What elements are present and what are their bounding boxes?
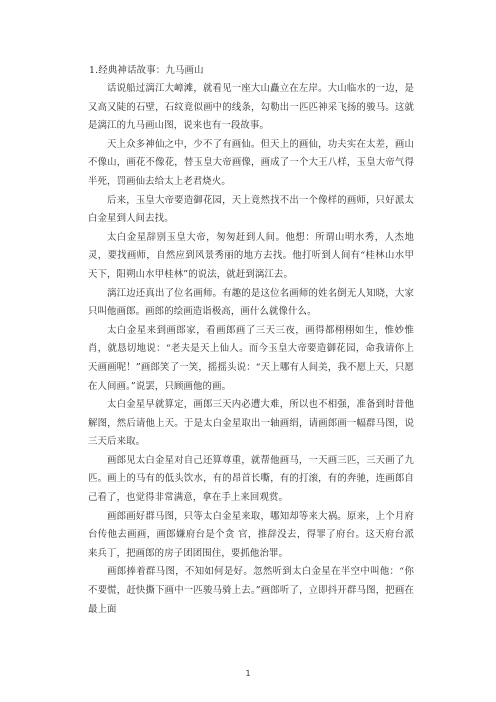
paragraph-4: 太白金星辞别玉皇大帝，匆匆赶到人间。他想：所谓山明水秀，人杰地灵，要找画师，自然应到风景秀丽的地方去找。他打听到人间有“桂林山水甲天下，阳朔山水甲桂林”的说法，就赶到漓江去。 — [88, 231, 414, 280]
paragraph-9: 画郎画好群马图，只等太白金星来取，哪知却等来大祸。原来，上个月府台传他去画画，画郎嫌府台是个贪 官，推辞没去，得罪了府台。这天府台派来兵丁，把画郎的房子团团围住，要抓他治罪。 — [88, 510, 414, 559]
page-number: 1 — [245, 669, 251, 678]
paragraph-3: 后来，玉皇大帝要造御花园，天上竟然找不出一个像样的画师，只好派太白金星到人间去找。 — [88, 194, 414, 225]
document-title: 1.经典神话故事：九马画山 — [89, 65, 204, 76]
paragraph-2: 天上众多神仙之中，少不了有画仙。但天上的画仙，功夫实在太差，画山不像山，画花不像花，替玉皇大帝画像，画成了一个大王八样，玉皇大帝气得半死，罚画仙去给太上老君烧火。 — [88, 138, 414, 187]
paragraph-6: 太白金星来到画郎家，看画郎画了三天三夜，画得都栩栩如生，惟妙惟肖，就恳切地说：“老夫是天上仙人。而今玉皇大帝要造御花园，命我请你上天画画呢！”画郎笑了一笑，摇摇头说：“天上哪有人间美，我不愿上天，只愿在人间画。”说罢，只顾画他的画。 — [88, 324, 414, 392]
paragraph-1: 话说船过漓江大嶂滩，就看见一座大山矗立在左岸。大山临水的一边，是又高又陡的石壁，石纹竟似画中的线条，勾勒出一匹匹神采飞扬的骏马。这就是漓江的九马画山图，说来也有一段故事。 — [88, 83, 414, 132]
document-body — [88, 62, 414, 619]
paragraph-8: 画郎见太白金星对自己还算尊重，就帮他画马，一天画三匹，三天画了九匹。画上的马有的低头饮水，有的昂首长嘶，有的打滚，有的奔驰，连画郎自己看了，也觉得非常满意，拿在手上来回观赏。 — [88, 454, 414, 504]
paragraph-5: 漓江边还真出了位名画师。有趣的是这位名画师的姓名倒无人知晓，大家只叫他画郎。画郎的绘画造诣极高，画什么就像什么。 — [88, 287, 414, 318]
paragraph-7: 太白金星早就算定，画郎三天内必遭大难，所以也不相强，准备到时昔他解图，然后请他上天。于是太白金星取出一轴画绢，请画郎画一幅群马图，说三天后来取。 — [88, 399, 414, 448]
paragraph-10: 画郎捧着群马图，不知如何是好。忽然听到太白金星在半空中叫他：“你不要慌，赶快撕下画中一匹骏马骑上去。”画郎听了，立即抖开群马图，把画在最上面 — [88, 566, 414, 615]
